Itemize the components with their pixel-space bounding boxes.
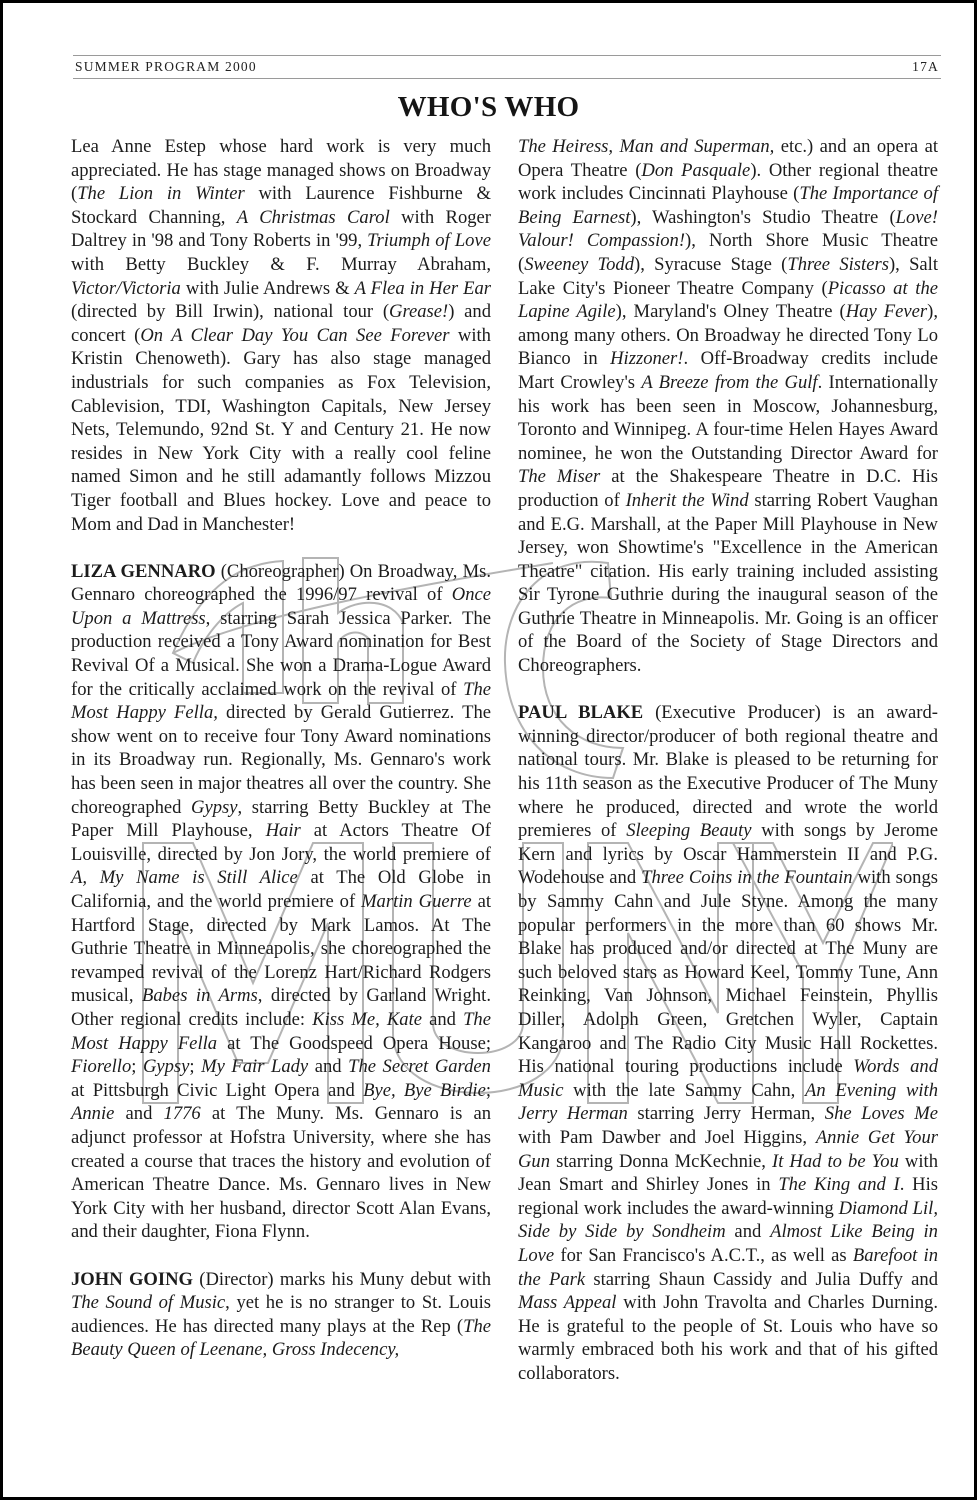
bio-liza-gennaro (71, 560, 491, 1244)
bio-paragraph-continued: Lea Anne Estep whose hard work is very much appreciated. He has stage managed shows on Broadway (The Lion in Winter with Laurence Fishburne & Stockard Channing, A Christmas Carol with Roger Daltrey in '98 and Tony Roberts in '99, Triumph of Love with Betty Buckley & F. Murray Abraham, Victor/Victoria with Julie Andrews & A Flea in Her Ear (directed by Bill Irwin), national tour (Grease!) and concert (On A Clear Day You Can See Forever with Kristin Chenoweth). Gary has also stage managed industrials for such companies as Fox Television, Cablevision, TDI, Washington Capitals, New Jersey Nets, Telemundo, 92nd St. Y and Century 21. He now resides in New York City with a really cool feline named Simon and he still adamantly follows Mizzou Tiger football and Blues hockey. Love and peace to Mom and Dad in Manchester! (71, 136, 492, 535)
page-number: 17A (912, 59, 939, 74)
program-page (3, 3, 974, 1497)
publication-title: SUMMER PROGRAM 2000 (75, 59, 257, 74)
page-title: WHO'S WHO (397, 91, 580, 123)
bio-name: PAUL BLAKE (518, 702, 644, 724)
left-column (71, 135, 491, 1362)
bio-name: JOHN GOING (71, 1268, 193, 1290)
right-column (518, 135, 938, 1385)
bio-john-going (71, 1268, 491, 1362)
bio-paul-blake (518, 701, 938, 1385)
bio-text: (Executive Producer) is an award-winning director/producer of both regional theatre and national tours. Mr. Blake is pleased to be returning for his 11th season as the Executive Producer of The Muny where he produced, directed and wrote the world premieres of Sleeping Beauty with songs by Jerome Kern and lyrics by Oscar Hammerstein II and P.G. Wodehouse and Three Coins in the Fountain with songs by Sammy Cahn and Jule Styne. Among the many popular performers in the more than 60 shows Mr. Blake has produced and/or directed at The Muny are such beloved stars as Howard Keel, Tommy Tune, Ann Reinking, Van Johnson, Michael Feinstein, Phyllis Diller, Adolph Green, Gretchen Wyler, Captain Kangaroo and The Radio City Music Hall Rockettes. His national touring productions include Words and Music with the late Sammy Cahn, An Evening with Jerry Herman starring Jerry Herman, She Loves Me with Pam Dawber and Joel Higgins, Annie Get Your Gun starring Donna McKechnie, It Had to be You with Jean Smart and Shirley Jones in The King and I. His regional work includes the award-winning Diamond Lil, Side by Side by Sondheim and Almost Like Being in Love for San Francisco's A.C.T., as well as Barefoot in the Park starring Shaun Cassidy and Julia Duffy and Mass Appeal with John Travolta and Charles Durning. He is grateful to the people of St. Louis who have so warmly embraced both his work and that of his gifted collaborators. (518, 702, 939, 1384)
running-header (73, 55, 941, 79)
bio-name: LIZA GENNARO (71, 560, 216, 582)
bio-text: (Director) marks his Muny debut with The Sound of Music, yet he is no stranger to St. Louis audiences. He has directed many plays at the Rep (The Beauty Queen of Leenane, Gross Indecency, (71, 1268, 491, 1361)
bio-text: (Choreographer) On Broadway, Ms. Gennaro choreographed the 1996/97 revival of Once Upon a Mattress, starring Sarah Jessica Parker. The production received a Tony Award nomination for Best Revival Of a Musical. She won a Drama-Logue Award for the critically acclaimed work on the revival of The Most Happy Fella, directed by Gerald Gutierrez. The show went on to receive four Tony Award nominations in its Broadway run. Regionally, Ms. Gennaro's work has been seen in major theatres all over the country. She choreographed Gypsy, starring Betty Buckley at The Paper Mill Playhouse, Hair at Actors Theatre Of Louisville, directed by Jon Jory, the world premiere of A, My Name is Still Alice at The Old Globe in California, and the world premiere of Martin Guerre at Hartford Stage, directed by Mark Lamos. At The Guthrie Theatre in Minneapolis, she choreographed the revamped revival of the Lorenz Hart/Richard Rodgers musical, Babes in Arms, directed by Garland Wright. Other regional credits include: Kiss Me, Kate and The Most Happy Fella at The Goodspeed Opera House; Fiorello; Gypsy; My Fair Lady and The Secret Garden at Pittsburgh Civic Light Opera and Bye, Bye Birdie; Annie and 1776 at The Muny. Ms. Gennaro is an adjunct professor at Hofstra University, where she has created a course that traces the history and evolution of American Theatre Dance. Ms. Gennaro lives in New York City with her husband, director Scott Alan Evans, and their daughter, Fiona Flynn. (71, 560, 492, 1243)
bio-john-going-continued: The Heiress, Man and Superman, etc.) and an opera at Opera Theatre (Don Pasquale). Other regional theatre work includes Cincinnati Playhouse (The Importance of Being Earnest), Washington's Studio Theatre (Love! Valour! Compassion!), North Shore Music Theatre (Sweeney Todd), Syracuse Stage (Three Sisters), Salt Lake City's Pioneer Theatre Company (Picasso at the Lapine Agile), Maryland's Olney Theatre (Hay Fever), among many others. On Broadway he directed Tony Lo Bianco in Hizzoner!. Off-Broadway credits include Mart Crowley's A Breeze from the Gulf. Internationally his work has been seen in Moscow, Johannesburg, Toronto and Winnipeg. A four-time Helen Hayes Award nominee, he won the Outstanding Director Award for The Miser at the Shakespeare Theatre in D.C. His production of Inherit the Wind starring Robert Vaughan and E.G. Marshall, at the Paper Mill Playhouse in New Jersey, won Showtime's "Excellence in the American Theatre" citation. His early training included assisting Sir Tyrone Guthrie during the inaugural season of the Guthrie Theatre in Minneapolis. Mr. Going is an officer of the Board of the Society of Stage Directors and Choreographers. (518, 136, 939, 677)
